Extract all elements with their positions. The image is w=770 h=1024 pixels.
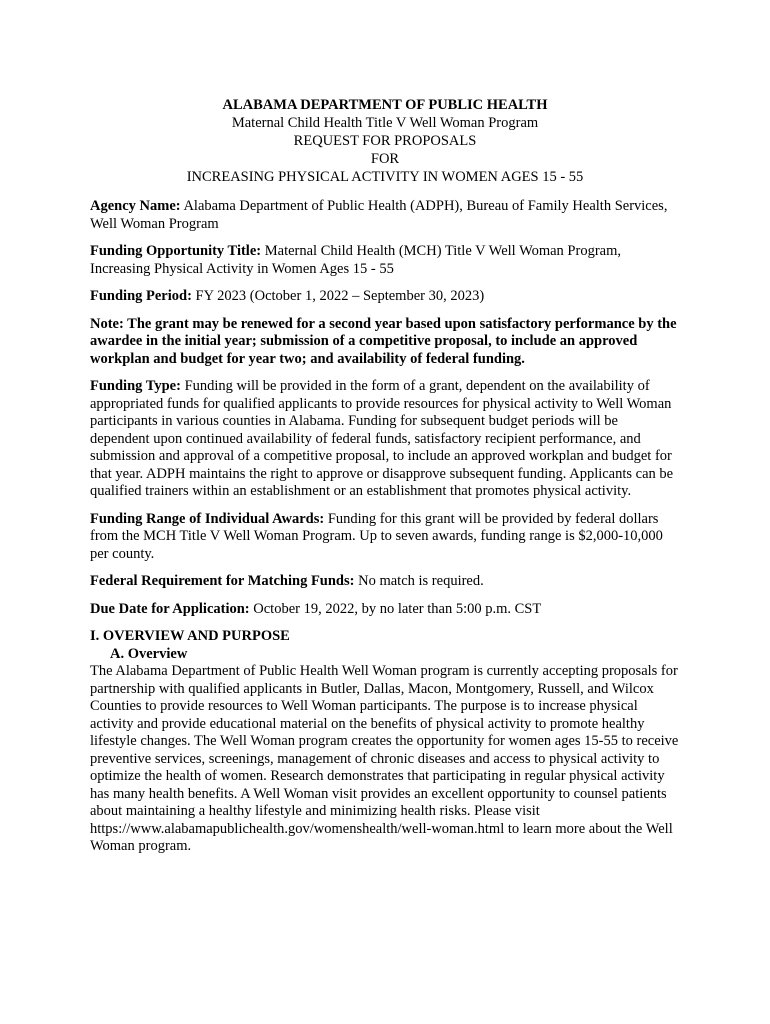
funding-period-value: FY 2023 (October 1, 2022 – September 30, 2023) <box>195 288 485 304</box>
header-subject: INCREASING PHYSICAL ACTIVITY IN WOMEN AGES 15 - 55 <box>186 169 584 185</box>
funding-title-value: Maternal Child Health (MCH) Title V Well Woman Program, Increasing Physical Activity in Women Ages 15 - 55 <box>90 243 621 277</box>
due-date-paragraph <box>90 601 680 619</box>
funding-type-label: Funding Type: <box>90 378 181 394</box>
funding-type-value: Funding will be provided in the form of a grant, dependent on the availability of appropriated funds for qualified applicants to provide resources for physical activity to Well Woman participants in various counties in Alabama. Funding for subsequent budget periods will be dependent upon continued availability of federal funds, satisfactory recipient performance, and submission and approval of a competitive proposal, to include an approved workplan and budget for that year. ADPH maintains the right to approve or disapprove subsequent funding. Applicants can be qualified trainers within an establishment or an establishment that promotes physical activity. <box>90 378 674 499</box>
header-agency: ALABAMA DEPARTMENT OF PUBLIC HEALTH <box>222 97 548 113</box>
funding-period-label: Funding Period: <box>90 288 192 304</box>
header-for: FOR <box>370 151 400 167</box>
agency-name-paragraph <box>90 198 680 233</box>
funding-period-paragraph <box>90 288 680 306</box>
funding-type-paragraph <box>90 378 680 501</box>
funding-title-paragraph <box>90 243 680 278</box>
header-program: Maternal Child Health Title V Well Woman Program <box>231 115 539 131</box>
overview-body: The Alabama Department of Public Health Well Woman program is currently accepting proposals for partnership with qualified applicants in Butler, Dallas, Macon, Montgomery, Russell, and Wilcox Counties to provide resources to Well Woman participants. The purpose is to increase physical activity and provide educational material on the benefits of physical activity to promote healthy lifestyle changes. The Well Woman program creates the opportunity for women ages 15-55 to receive preventive services, screenings, management of chronic diseases and access to physical activity to optimize the health of women. Research demonstrates that participating in regular physical activity has many health benefits. A Well Woman visit provides an excellent opportunity to counsel patients about maintaining a healthy lifestyle and minimizing health risks. Please visit https://www.alabamapublichealth.gov/womenshealth/well-woman.html to learn more about the Well Woman program. <box>90 663 679 854</box>
renewal-note: Note: The grant may be renewed for a second year based upon satisfactory performance by the awardee in the initial year; submission of a competitive proposal, to include an approved workplan and budget for year two; and availability of federal funding. <box>90 315 677 367</box>
document-header <box>90 96 680 186</box>
matching-funds-label: Federal Requirement for Matching Funds: <box>90 573 355 589</box>
matching-funds-paragraph <box>90 573 680 591</box>
agency-name-value: Alabama Department of Public Health (ADPH), Bureau of Family Health Services, Well Woman Program <box>90 198 668 232</box>
matching-funds-value: No match is required. <box>358 573 484 589</box>
due-date-value: October 19, 2022, by no later than 5:00 p.m. CST <box>253 600 542 617</box>
funding-range-value: Funding for this grant will be provided by federal dollars from the MCH Title V Well Woman Program. Up to seven awards, funding range is $2,000-10,000 per county. <box>90 510 663 562</box>
due-date-label: Due Date for Application: <box>90 600 250 617</box>
subsection-title: A. Overview <box>110 645 188 662</box>
section-title: I. OVERVIEW AND PURPOSE <box>90 628 290 644</box>
funding-range-paragraph <box>90 511 680 564</box>
funding-title-label: Funding Opportunity Title: <box>90 243 262 259</box>
header-rfp: REQUEST FOR PROPOSALS <box>293 133 477 149</box>
agency-name-label: Agency Name: <box>90 198 181 214</box>
funding-range-label: Funding Range of Individual Awards: <box>90 510 325 527</box>
